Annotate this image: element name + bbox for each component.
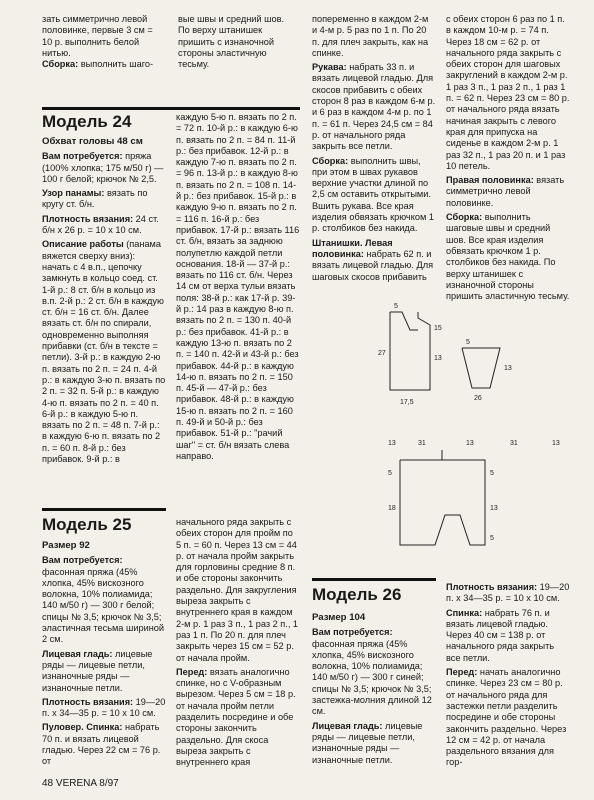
model24-pattern: Узор панамы: вязать по кругу ст. б/н. — [42, 188, 148, 210]
sleeve-dim-2: 13 — [504, 365, 512, 372]
model24-description: Описание работы (панама вяжется сверху вниз): начать с 4 в.п., цепочку замкнуть в кольцо соед. ст. 1-й р.: 8 ст. б/н в кольцо из в.п. 2-й р.: 2 ст. б/н в каждую ст. б/н = 16 ст. б/н. Далее вязать ст. б/н по спирали, одновременно выполняя прибавки (ст. б/н в тексте = петли). 3-й р.: в каждую 2-ю п. вязать по 2 п. = 24 п. 4-й р.: в каждую 3-ю п. вязать по 2 п. = 32 п. 5-й р.: в каждую 4-ю п. вязать по 2 п. = 40 п. 6-й р.: в каждую 5-ю п. вязать по 2 п. = 48 п. 7-й р.: в каждую 6-ю п. вязать по 2 п. = 60 п. 8-й р.: без прибавок. 9-й р.: в — [42, 239, 166, 465]
pullover-dim-2: 13 — [434, 355, 442, 362]
col4-paragraph: с обеих сторон 6 раз по 1 п. в каждом 10-м р. = 74 п. Через 18 см = 62 р. от начального ряда закрыть с обеих сторон для шаговых закруглений в каждом 2-м р. 1 раз 3 п., 1 раз 2 п., 1 раз 1 п. = 62 п. Через 23 см = 80 р. от начального ряда вязать начиная закрыть с левого края для припуска на сиденье в каждом 2-м р. 1 раз 32 п., 1 раз 20 п. и 1 раз 10 петель. — [446, 14, 570, 171]
pants-dim-1: 13 — [388, 440, 396, 447]
page-footer: 48 VERENA 8/97 — [42, 778, 119, 789]
model25-continuation: начального ряда закрыть с обеих сторон для пройм по 5 п. = 60 п. Через 13 см = 44 р. от начала пройм закрыть для горловины средние 8 п. и обе стороны закончить раздельно. Для закругления выреза закрыть с внутреннего края в каждом 2-м р. 1 раз 3 п., 1 раз 2 п., 1 раз 1 п. По 20 п. для плеч закрыть через 15 см = 52 р. от начала пройм. — [176, 517, 299, 663]
pants-dim-4: 31 — [510, 440, 518, 447]
model26-title: Модель 26 — [312, 585, 402, 604]
pants-dim-9: 13 — [490, 505, 498, 512]
model26-back: Спинка: набрать 76 п. и вязать лицевой гладью. Через 40 см = 138 р. от начального ряда закрыть все петли. — [446, 607, 555, 663]
top-left-sborka-label: Сборка: — [42, 59, 79, 70]
model26-density: Плотность вязания: 19—20 п. x 34—35 р. = 10 x 10 см. — [446, 582, 570, 604]
model24-rule — [42, 107, 300, 110]
pullover-diagram — [390, 312, 430, 390]
pants-dim-7: 5 — [490, 470, 494, 477]
top-mid-text — [178, 14, 298, 70]
pants-dim-8: 18 — [388, 505, 396, 512]
model25-col2 — [176, 517, 300, 769]
sleeve-dim-3: 26 — [474, 395, 482, 402]
pants-dim-5: 13 — [552, 440, 560, 447]
pullover-dim-4: 5 — [394, 303, 398, 310]
model24-continuation: каждую 5-ю п. вязать по 2 п. = 72 п. 10-й р.: в каждую 6-ю п. вязать по 2 п. = 84 п. 11-й р.: без прибавок. 12-й р.: в каждую 7-ю п. вязать по 2 п. = 96 п. 13-й р.: в каждую 8-ю п. вязать по 2 п. = 108 п. 14-й р.: без прибавок. 15-й р.: в каждую 9-ю п. вязать по 2 п. = 116 п. 16-й р.: без прибавок. 17-й р.: вязать 116 ст. б/н, вязать за заднюю полупетлю каждой петли основания. 18-й — 37-й р.: вязать по 116 ст. б/н. Через 14 см от верха тульи вязать поля: 38-й р.: как 17-й р. 39-й р.: 14 раз в каждую 8-ю п. вязать по 2 п. = 130 п. 40-й р.: без прибавок. 41-й р.: в каждую 13-ю п. вязать по 2 п. = 140 п. 42-й и 43-й р.: без прибавок. 44-й р.: в каждую 14-ю п. вязать по 2 п. = 150 п. 45-й — 47-й р.: без прибавок. 48-й р.: в каждую 15-ю п. вязать по 2 п. = 160 п. 49-й и 50-й р.: без прибавок. 51-й р.: "рачий шаг" = ст. б/н вязать слева направо. — [176, 112, 300, 461]
pullover-dim-1: 15 — [434, 325, 442, 332]
col3-text — [312, 14, 436, 283]
top-left-sborka-text: выполнить шаго- — [78, 59, 154, 70]
model24-materials: Вам потребуется: пряжа (100% хлопка; 175 м/50 г) — 100 г белой; крючок № 2,5. — [42, 151, 164, 184]
model26-rule — [312, 578, 436, 581]
model24-col1 — [42, 136, 166, 465]
model24-density: Плотность вязания: 24 ст. б/н x 26 р. = 10 x 10 см. — [42, 213, 159, 236]
pants-dim-10: 5 — [490, 535, 494, 542]
sleeve-dim-1: 5 — [466, 339, 470, 346]
col3-paragraph: попеременно в каждом 2-м и 4-м р. 5 раз по 1 п. По 20 п. для плеч закрыть, как на спинке. — [312, 14, 429, 58]
pullover-dim-3: 27 — [378, 350, 386, 357]
model24-title: Модель 24 — [42, 112, 132, 131]
top-mid-paragraph: вые швы и средний шов. По верху штанишек пришить с изнаночной стороны эластичную тесьму. — [178, 14, 285, 70]
model26-col2 — [446, 582, 570, 769]
model24-subtitle: Обхват головы 48 см — [42, 136, 143, 147]
model24-col2 — [176, 112, 300, 462]
col4-assembly: Сборка: выполнить шаговые швы и средний шов. Все края изделия обвязать крючком 1 р. столбиков без накида. По верху штанишек с изнаночной стороны пришить эластичную тесьму. — [446, 212, 570, 302]
col4-right-half: Правая половинка: вязать симметрично левой половинке. — [446, 175, 565, 208]
col4-text — [446, 14, 570, 302]
model25-title: Модель 25 — [42, 515, 132, 534]
model26-front: Перед: начать аналогично спинке. Через 23 см = 80 р. от начального ряда для застежки петли разделить посредине и обе стороны закончить раздельно. Через 12 см = 42 р. от начала раздельного вязания для гор- — [446, 667, 567, 768]
model26-size: Размер 104 — [312, 612, 366, 623]
top-left-text — [42, 14, 162, 70]
pants-dim-3: 13 — [466, 440, 474, 447]
model25-back: Пуловер. Спинка: набрать 70 п. и вязать лицевой гладью. Через 22 см = 76 р. от — [42, 722, 161, 767]
model26-stitch: Лицевая гладь: лицевые ряды — лицевые петли, изнаночные ряды — изнаночные петли. — [312, 720, 423, 765]
model26-materials: Вам потребуется: фасонная пряжа (45% хлопка, 45% вискозного волокна, 10% полиамида; 140 м/50 г) — 300 г синей; спицы № 3,5; крючок № 3,5; застежка-молния длиной 12 см. — [312, 627, 432, 717]
top-left-paragraph: зать симметрично левой половинке, первые 3 см = 10 р. выполнить белой нитью. — [42, 14, 153, 58]
pants-dim-6: 5 — [388, 470, 392, 477]
col3-assembly: Сборка: выполнить швы, при этом в швах рукавов верхние участки длиной по 2,5 см оставить открытыми. Вшить рукава. Все края изделия обвязать крючком 1 р. столбиков без накида. — [312, 155, 434, 234]
sleeve-diagram — [462, 348, 500, 388]
pants-dim-2: 31 — [418, 440, 426, 447]
model25-rule — [42, 508, 166, 511]
col3-pants: Штанишки. Левая половинка: набрать 62 п. и вязать лицевой гладью. Для шаговых скосов прибавить — [312, 237, 434, 282]
pattern-diagrams — [360, 300, 585, 570]
model25-col1 — [42, 540, 166, 768]
model25-density: Плотность вязания: 19—20 п. x 34—35 р. = 10 x 10 см. — [42, 696, 166, 719]
pants-diagram — [400, 450, 485, 545]
model25-size: Размер 92 — [42, 540, 90, 551]
model25-front: Перед: вязать аналогично спинке, но с V-образным вырезом. Через 5 см = 18 р. от начала пройм петли разделить посредине и обе стороны закончить раздельно. Для скоса выреза закрыть с внутреннего края — [176, 666, 296, 768]
col3-sleeves: Рукава: набрать 33 п. и вязать лицевой гладью. Для скосов прибавить с обеих сторон 8 раз в каждом 6-м р. и 6 раз в каждом 4-м р. по 1 п. = 61 п. Через 24,5 см = 84 р. от начального ряда закрыть все петли. — [312, 62, 436, 152]
pullover-dim-5: 17,5 — [400, 399, 414, 406]
model25-stitch: Лицевая гладь: лицевые ряды — лицевые петли, изнаночные ряды — изнаночные петли. — [42, 648, 153, 693]
model25-materials: Вам потребуется: фасонная пряжа (45% хлопка, 45% вискозного волокна, 10% полиамида; 140 м/50 г) — 300 г белой; спицы № 3,5; крючок № 3,5; эластичная тесьма шириной 2 см. — [42, 555, 165, 645]
model26-col1 — [312, 612, 436, 766]
